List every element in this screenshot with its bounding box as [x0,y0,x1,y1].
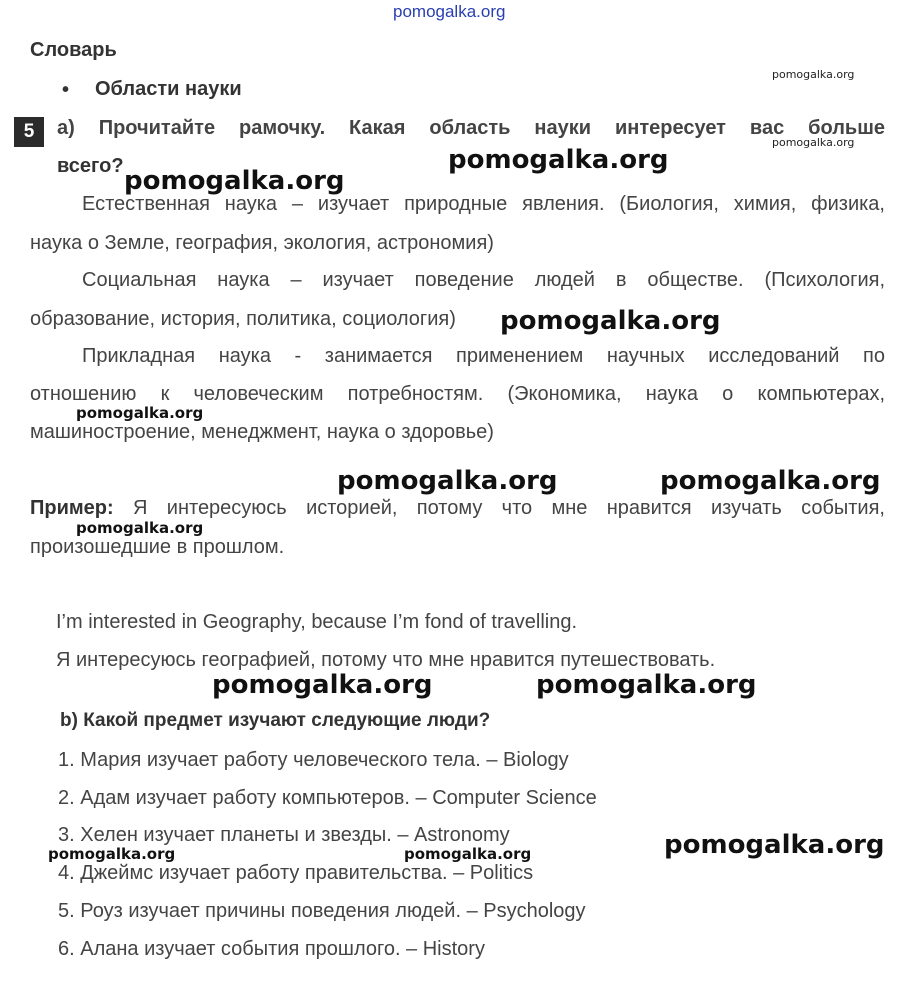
bullet-icon: • [62,79,70,101]
list-item: 5. Роуз изучает причины поведения людей. – Psychology [58,900,586,922]
watermark: pomogalka.org [500,306,721,336]
watermark: pomogalka.org [76,404,204,422]
watermark: pomogalka.org [337,466,558,496]
task-a-line2: всего? [57,155,124,177]
watermark: pomogalka.org [48,845,176,863]
watermark: pomogalka.org [660,466,881,496]
task-number-badge: 5 [14,117,44,147]
watermark: pomogalka.org [76,519,204,537]
applied-science-line2: отношению к человеческим потребностям. (Экономика, наука о компьютерах, [30,383,885,405]
watermark: pomogalka.org [772,136,855,149]
social-science-line2: образование, история, политика, социология) [30,308,456,330]
natural-science-line2: наука о Земле, география, экология, астрономия) [30,232,494,254]
list-item: 4. Джеймс изучает работу правительства. – Politics [58,862,534,884]
watermark: pomogalka.org [124,166,345,196]
watermark: pomogalka.org [448,145,669,175]
example-line2: произошедшие в прошлом. [30,536,285,558]
task-a-line1: a) Прочитайте рамочку. Какая область науки интересует вас больше [57,117,885,139]
example-line1: Я интересуюсь историей, потому что мне нравится изучать события, [133,497,885,519]
natural-science-line1: Естественная наука – изучает природные явления. (Биология, химия, физика, [82,193,885,215]
social-science-line1: Социальная наука – изучает поведение людей в обществе. (Психология, [82,269,885,291]
list-item: 6. Алана изучает события прошлого. – History [58,938,485,960]
answer-english: I’m interested in Geography, because I’m fond of travelling. [56,611,578,633]
site-link[interactable]: pomogalka.org [393,2,506,21]
bullet-text: Области науки [95,78,242,100]
answer-russian: Я интересуюсь географией, потому что мне нравится путешествовать. [56,649,716,671]
example-label: Пример: [30,497,114,519]
watermark: pomogalka.org [404,845,532,863]
watermark: pomogalka.org [664,830,885,860]
task-b-title: b) Какой предмет изучают следующие люди? [60,710,491,731]
watermark: pomogalka.org [772,68,855,81]
list-item: 1. Мария изучает работу человеческого тела. – Biology [58,749,569,771]
list-item: 3. Хелен изучает планеты и звезды. – Astronomy [58,824,510,846]
watermark: pomogalka.org [536,670,757,700]
watermark: pomogalka.org [212,670,433,700]
section-heading: Словарь [30,39,117,61]
applied-science-line1: Прикладная наука - занимается применением научных исследований по [82,345,885,367]
applied-science-line3: машиностроение, менеджмент, наука о здоровье) [30,421,494,443]
list-item: 2. Адам изучает работу компьютеров. – Computer Science [58,787,597,809]
